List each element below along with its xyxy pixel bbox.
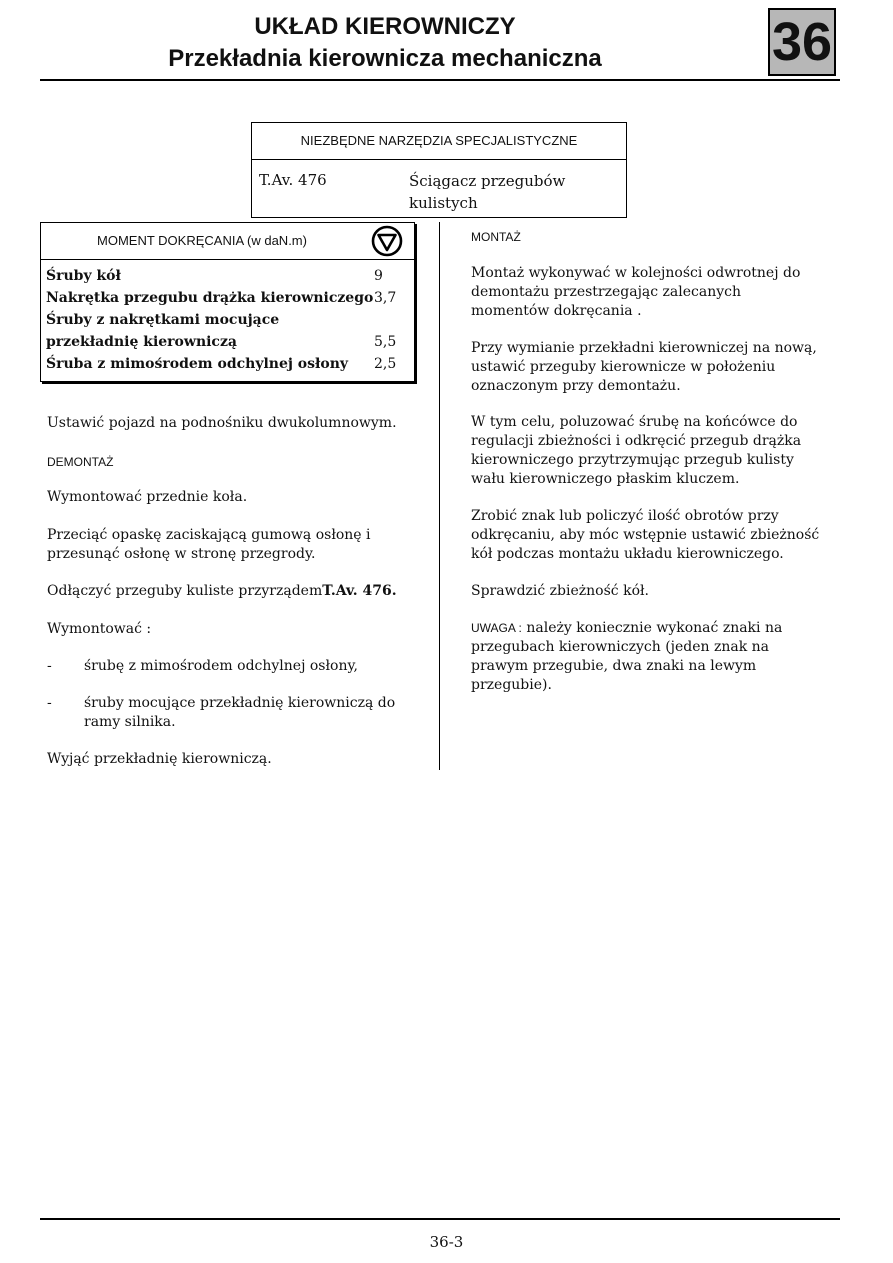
paragraph: Wymontować przednie koła. [47, 489, 248, 505]
note-label: UWAGA : [471, 621, 522, 635]
list-bullet: - [47, 658, 52, 674]
page-title: UKŁAD KIEROWNICZY [254, 13, 516, 40]
chapter-number-badge: 36 [768, 8, 836, 76]
page-number: 36-3 [429, 1233, 464, 1251]
tool-code: T.Av. 476 [259, 171, 327, 189]
list-bullet: - [47, 695, 52, 711]
paragraph: Wyjąć przekładnię kierowniczą. [47, 751, 272, 767]
torque-row-label: Śruba z mimośrodem odchylnej osłony [46, 356, 349, 372]
paragraph: W tym celu, poluzować śrubę na końcówce do regulacji zbieżności i odkręcić przegub drążka kierowniczego przytrzymując przegub kulisty wału kierowniczego płaskim kluczem. [471, 414, 802, 487]
torque-row-label: Nakrętka przegubu drążka kierowniczego [46, 290, 374, 306]
footer-divider [40, 1218, 840, 1220]
torque-row-value: 9 [374, 268, 383, 284]
torque-heading: MOMENT DOKRĘCANIA (w daN.m) [97, 233, 307, 248]
demontaz-heading: DEMONTAŻ [47, 455, 114, 469]
torque-row-value: 5,5 [374, 334, 397, 350]
paragraph: Montaż wykonywać w kolejności odwrotnej do demontażu przestrzegając zalecanych momentów dokręcania . [471, 265, 801, 319]
special-tools-heading: NIEZBĘDNE NARZĘDZIA SPECJALISTYCZNE [252, 123, 626, 160]
torque-table-header [41, 223, 414, 260]
torque-wrench-icon [371, 225, 403, 257]
paragraph: Zrobić znak lub policzyć ilość obrotów przy odkręcaniu, aby móc wstępnie ustawić zbieżność kół podczas montażu układu kierowniczego. [471, 508, 820, 562]
list-item: śrubę z mimośrodem odchylnej osłony, [84, 658, 358, 674]
paragraph: Wymontować : [47, 621, 152, 637]
torque-row-label: Śruby z nakrętkami mocujące [46, 312, 280, 328]
note-text: należy koniecznie wykonać znaki na przegubach kierowniczych (jeden znak na prawym przegubie, dwa znaki na lewym przegubie). [471, 620, 783, 693]
paragraph-text: Odłączyć przeguby kuliste przyrządem [47, 583, 323, 599]
tool-name: Ściągacz przegubów kulistych [409, 172, 566, 212]
header-divider [40, 79, 840, 81]
torque-row-value: 2,5 [374, 356, 397, 372]
special-tools-table [251, 122, 627, 218]
paragraph: Przy wymianie przekładni kierowniczej na nową, ustawić przeguby kierownicze w położeniu oznaczonym przy demontażu. [471, 340, 817, 394]
list-item: śruby mocujące przekładnię kierowniczą do ramy silnika. [84, 695, 396, 730]
note-paragraph [471, 619, 801, 695]
torque-row-label: przekładnię kierowniczą [46, 334, 237, 350]
torque-table [40, 222, 415, 382]
column-divider [439, 222, 440, 770]
page-subtitle: Przekładnia kierownicza mechaniczna [168, 45, 602, 72]
paragraph: Sprawdzić zbieżność kół. [471, 583, 649, 599]
montaz-heading: MONTAŻ [471, 230, 521, 244]
intro-paragraph: Ustawić pojazd na podnośniku dwukolumnowym. [47, 415, 397, 431]
paragraph: Przeciąć opaskę zaciskającą gumową osłonę i przesunąć osłonę w stronę przegrody. [47, 527, 371, 562]
torque-row-label: Śruby kół [46, 268, 121, 284]
torque-row-value: 3,7 [374, 290, 397, 306]
paragraph [47, 582, 427, 601]
tool-reference: T.Av. 476. [322, 583, 397, 599]
